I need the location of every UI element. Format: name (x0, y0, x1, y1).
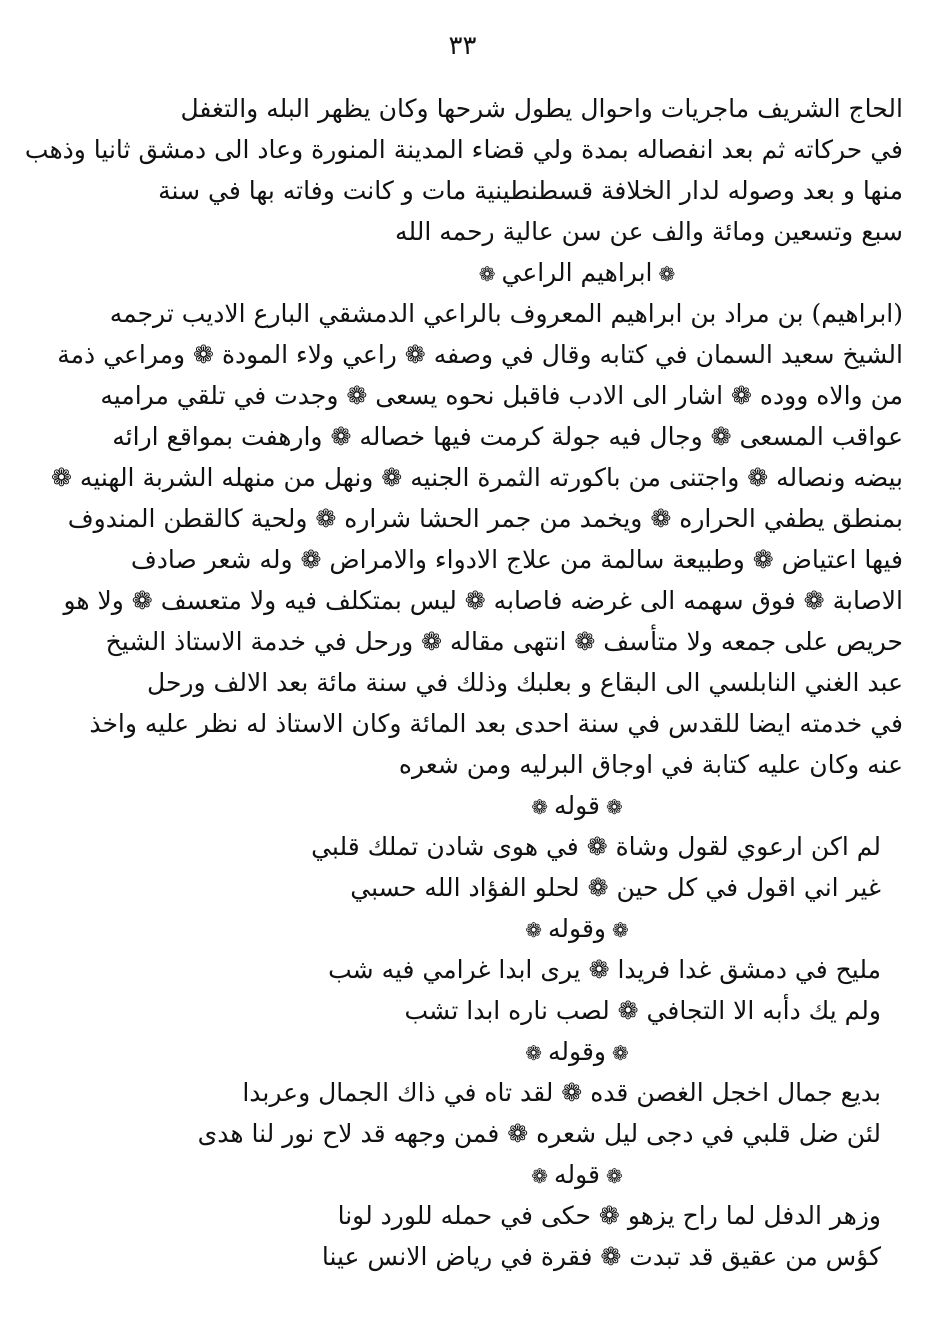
ornament-icon: ❁ (531, 1164, 549, 1188)
page-number: ٣٣ (448, 31, 477, 61)
prose-line: بيضه ونصاله ❁ واجتنى من باكورته الثمرة الجنيه ❁ ونهل من منهله الشربة الهنيه ❁ (51, 463, 903, 492)
ornament-icon: ❁ (605, 1164, 623, 1188)
prose-line: في حركاته ثم بعد انفصاله بمدة ولي قضاء المدينة المنورة وعاد الى دمشق ثانيا وذهب (24, 135, 903, 164)
verse-line: غير اني اقول في كل حين ❁ لحلو الفؤاد الله حسبي (350, 873, 881, 902)
prose-line: بمنطق يطفي الحراره ❁ ويخمد من جمر الحشا شراره ❁ ولحية كالقطن المندوف (67, 504, 903, 533)
verse-line: ولم يك دأبه الا التجافي ❁ لصب ناره ابدا تشب (404, 996, 881, 1025)
prose-line: فيها اعتياض ❁ وطبيعة سالمة من علاج الادواء والامراض ❁ وله شعر صادف (130, 545, 903, 574)
text-body (24, 88, 903, 1277)
prose-line: عواقب المسعى ❁ وجال فيه جولة كرمت فيها خصاله ❁ وارهفت بمواقع ارائه (112, 422, 903, 451)
verse-line: لم اكن ارعوي لقول وشاة ❁ في هوى شادن تملك قلبي (311, 832, 881, 861)
verse-line: لئن ضل قلبي في دجى ليل شعره ❁ فمن وجهه قد لاح نور لنا هدى (197, 1119, 881, 1148)
poem-heading: ❁وقوله❁ (251, 1031, 903, 1072)
ornament-icon: ❁ (658, 262, 676, 286)
prose-line: الاصابة ❁ فوق سهمه الى غرضه فاصابه ❁ ليس بمتكلف فيه ولا متعسف ❁ ولا هو (63, 586, 903, 615)
verse-line: مليح في دمشق غدا فريدا ❁ يرى ابدا غرامي فيه شب (328, 955, 881, 984)
ornament-icon: ❁ (605, 795, 623, 819)
poem-heading: ❁قوله❁ (251, 1154, 903, 1195)
prose-line: سبع وتسعين ومائة والف عن سن عالية رحمه الله (395, 217, 903, 246)
poem (321, 1195, 881, 1277)
verse-line: وزهر الدفل لما راح يزهو ❁ حكى في حمله للورد لونا (337, 1201, 881, 1230)
prose-line: (ابراهيم) بن مراد بن ابراهيم المعروف بالراعي الدمشقي البارع الاديب ترجمه (109, 299, 903, 328)
ornament-icon: ❁ (478, 262, 496, 286)
ornament-icon: ❁ (611, 918, 629, 942)
prose-line: عنه وكان عليه كتابة في اوجاق البرليه ومن شعره (398, 750, 903, 779)
poem-heading: ❁وقوله❁ (251, 908, 903, 949)
poem-heading: ❁قوله❁ (251, 785, 903, 826)
ornament-icon: ❁ (531, 795, 549, 819)
prose-line: عبد الغني النابلسي الى البقاع و بعلبك وذلك في سنة مائة بعد الالف ورحل (147, 668, 903, 697)
prose-line: الحاج الشريف ماجريات واحوال يطول شرحها وكان يظهر البله والتغفل (180, 94, 903, 123)
ornament-icon: ❁ (611, 1041, 629, 1065)
biography-heading (251, 252, 903, 293)
prose-line: من والاه ووده ❁ اشار الى الادب فاقبل نحوه يسعى ❁ وجدت في تلقي مراميه (100, 381, 903, 410)
biography-heading-text: ابراهيم الراعي (501, 258, 653, 287)
prose-line: في خدمته ايضا للقدس في سنة احدى بعد المائة وكان الاستاذ له نظر عليه واخذ (89, 709, 903, 738)
verse-line: كؤس من عقيق قد تبدت ❁ فقرة في رياض الانس عينا (321, 1242, 881, 1271)
prose-line: الشيخ سعيد السمان في كتابه وقال في وصفه ❁ راعي ولاء المودة ❁ ومراعي ذمة (57, 340, 903, 369)
prose-line: منها و بعد وصوله لدار الخلافة قسطنطينية مات و كانت وفاته بها في سنة (158, 176, 903, 205)
verse-line: بديع جمال اخجل الغصن قده ❁ لقد تاه في ذاك الجمال وعربدا (242, 1078, 881, 1107)
ornament-icon: ❁ (525, 1041, 543, 1065)
poem (328, 949, 881, 1031)
poem (311, 826, 881, 908)
prose-line: حريص على جمعه ولا متأسف ❁ انتهى مقاله ❁ ورحل في خدمة الاستاذ الشيخ (105, 627, 903, 656)
poem (197, 1072, 881, 1154)
ornament-icon: ❁ (525, 918, 543, 942)
